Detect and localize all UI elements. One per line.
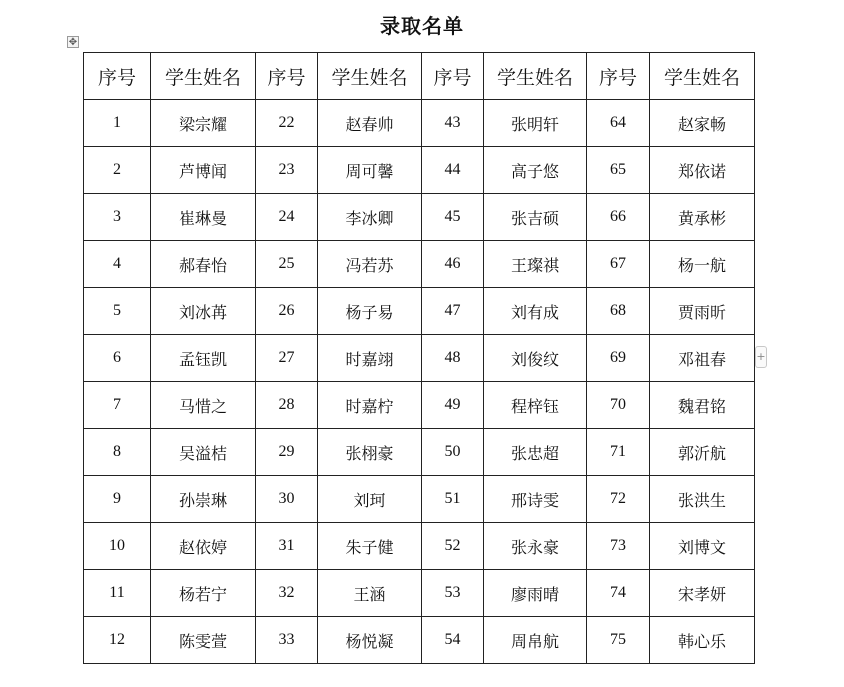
student-name-cell: 赵家畅 <box>650 100 755 147</box>
seq-cell: 44 <box>422 147 484 194</box>
seq-cell: 23 <box>256 147 318 194</box>
student-name-cell: 王璨祺 <box>484 241 587 288</box>
seq-cell: 69 <box>587 335 650 382</box>
student-name-cell: 孟钰凯 <box>151 335 256 382</box>
seq-cell: 71 <box>587 429 650 476</box>
seq-cell: 47 <box>422 288 484 335</box>
student-name-cell: 邓祖春 <box>650 335 755 382</box>
student-name-cell: 杨一航 <box>650 241 755 288</box>
student-name-cell: 贾雨昕 <box>650 288 755 335</box>
table-row <box>84 570 755 617</box>
seq-cell: 75 <box>587 617 650 664</box>
table-row <box>84 523 755 570</box>
student-name-cell: 杨若宁 <box>151 570 256 617</box>
student-name-cell: 张忠超 <box>484 429 587 476</box>
seq-cell: 53 <box>422 570 484 617</box>
student-name-cell: 刘俊纹 <box>484 335 587 382</box>
student-name-cell: 吴溢桔 <box>151 429 256 476</box>
seq-cell: 51 <box>422 476 484 523</box>
student-name-cell: 杨子易 <box>318 288 422 335</box>
table-row <box>84 335 755 382</box>
seq-cell: 4 <box>84 241 151 288</box>
table-row <box>84 100 755 147</box>
header-student-name: 学生姓名 <box>151 53 256 100</box>
header-seq: 序号 <box>256 53 318 100</box>
table-row <box>84 241 755 288</box>
seq-cell: 48 <box>422 335 484 382</box>
student-name-cell: 张栩豪 <box>318 429 422 476</box>
admission-list-table <box>83 52 755 664</box>
student-name-cell: 魏君铭 <box>650 382 755 429</box>
seq-cell: 70 <box>587 382 650 429</box>
seq-cell: 43 <box>422 100 484 147</box>
seq-cell: 2 <box>84 147 151 194</box>
seq-cell: 49 <box>422 382 484 429</box>
student-name-cell: 刘博文 <box>650 523 755 570</box>
table-header-row <box>84 53 755 100</box>
seq-cell: 24 <box>256 194 318 241</box>
student-name-cell: 朱子健 <box>318 523 422 570</box>
student-name-cell: 刘冰苒 <box>151 288 256 335</box>
seq-cell: 6 <box>84 335 151 382</box>
seq-cell: 28 <box>256 382 318 429</box>
student-name-cell: 张吉硕 <box>484 194 587 241</box>
student-name-cell: 王涵 <box>318 570 422 617</box>
seq-cell: 22 <box>256 100 318 147</box>
student-name-cell: 时嘉柠 <box>318 382 422 429</box>
table-body <box>84 100 755 664</box>
seq-cell: 33 <box>256 617 318 664</box>
seq-cell: 31 <box>256 523 318 570</box>
seq-cell: 67 <box>587 241 650 288</box>
seq-cell: 45 <box>422 194 484 241</box>
seq-cell: 9 <box>84 476 151 523</box>
header-seq: 序号 <box>587 53 650 100</box>
seq-cell: 8 <box>84 429 151 476</box>
student-name-cell: 杨悦凝 <box>318 617 422 664</box>
student-name-cell: 宋孝妍 <box>650 570 755 617</box>
seq-cell: 25 <box>256 241 318 288</box>
student-name-cell: 韩心乐 <box>650 617 755 664</box>
seq-cell: 64 <box>587 100 650 147</box>
student-name-cell: 芦博闻 <box>151 147 256 194</box>
header-seq: 序号 <box>422 53 484 100</box>
student-name-cell: 张明轩 <box>484 100 587 147</box>
seq-cell: 29 <box>256 429 318 476</box>
seq-cell: 32 <box>256 570 318 617</box>
student-name-cell: 冯若苏 <box>318 241 422 288</box>
header-student-name: 学生姓名 <box>484 53 587 100</box>
table-row <box>84 617 755 664</box>
student-name-cell: 刘珂 <box>318 476 422 523</box>
seq-cell: 66 <box>587 194 650 241</box>
table-row <box>84 194 755 241</box>
student-name-cell: 赵春帅 <box>318 100 422 147</box>
table-move-handle-icon[interactable]: ✥ <box>68 37 78 48</box>
seq-cell: 10 <box>84 523 151 570</box>
seq-cell: 7 <box>84 382 151 429</box>
seq-cell: 54 <box>422 617 484 664</box>
header-seq: 序号 <box>84 53 151 100</box>
student-name-cell: 张永豪 <box>484 523 587 570</box>
student-name-cell: 孙崇琳 <box>151 476 256 523</box>
student-name-cell: 邢诗雯 <box>484 476 587 523</box>
student-name-cell: 程梓钰 <box>484 382 587 429</box>
student-name-cell: 时嘉翊 <box>318 335 422 382</box>
student-name-cell: 陈雯萱 <box>151 617 256 664</box>
seq-cell: 73 <box>587 523 650 570</box>
student-name-cell: 张洪生 <box>650 476 755 523</box>
seq-cell: 11 <box>84 570 151 617</box>
seq-cell: 1 <box>84 100 151 147</box>
seq-cell: 68 <box>587 288 650 335</box>
student-name-cell: 李冰卿 <box>318 194 422 241</box>
student-name-cell: 郭沂航 <box>650 429 755 476</box>
seq-cell: 27 <box>256 335 318 382</box>
student-name-cell: 马惜之 <box>151 382 256 429</box>
student-name-cell: 高子悠 <box>484 147 587 194</box>
student-name-cell: 周可馨 <box>318 147 422 194</box>
seq-cell: 3 <box>84 194 151 241</box>
seq-cell: 74 <box>587 570 650 617</box>
seq-cell: 46 <box>422 241 484 288</box>
table-row <box>84 288 755 335</box>
student-name-cell: 周帛航 <box>484 617 587 664</box>
student-name-cell: 赵依婷 <box>151 523 256 570</box>
student-name-cell: 梁宗耀 <box>151 100 256 147</box>
add-column-plus-icon[interactable]: + <box>755 346 767 368</box>
seq-cell: 12 <box>84 617 151 664</box>
seq-cell: 30 <box>256 476 318 523</box>
seq-cell: 65 <box>587 147 650 194</box>
seq-cell: 5 <box>84 288 151 335</box>
header-student-name: 学生姓名 <box>650 53 755 100</box>
table-row <box>84 382 755 429</box>
student-name-cell: 郑依诺 <box>650 147 755 194</box>
seq-cell: 52 <box>422 523 484 570</box>
document-title: 录取名单 <box>380 14 464 38</box>
student-name-cell: 刘有成 <box>484 288 587 335</box>
student-name-cell: 崔琳曼 <box>151 194 256 241</box>
table-row <box>84 429 755 476</box>
header-student-name: 学生姓名 <box>318 53 422 100</box>
table-row <box>84 476 755 523</box>
seq-cell: 26 <box>256 288 318 335</box>
student-name-cell: 廖雨晴 <box>484 570 587 617</box>
student-name-cell: 黄承彬 <box>650 194 755 241</box>
seq-cell: 72 <box>587 476 650 523</box>
table-row <box>84 147 755 194</box>
seq-cell: 50 <box>422 429 484 476</box>
student-name-cell: 郝春怡 <box>151 241 256 288</box>
